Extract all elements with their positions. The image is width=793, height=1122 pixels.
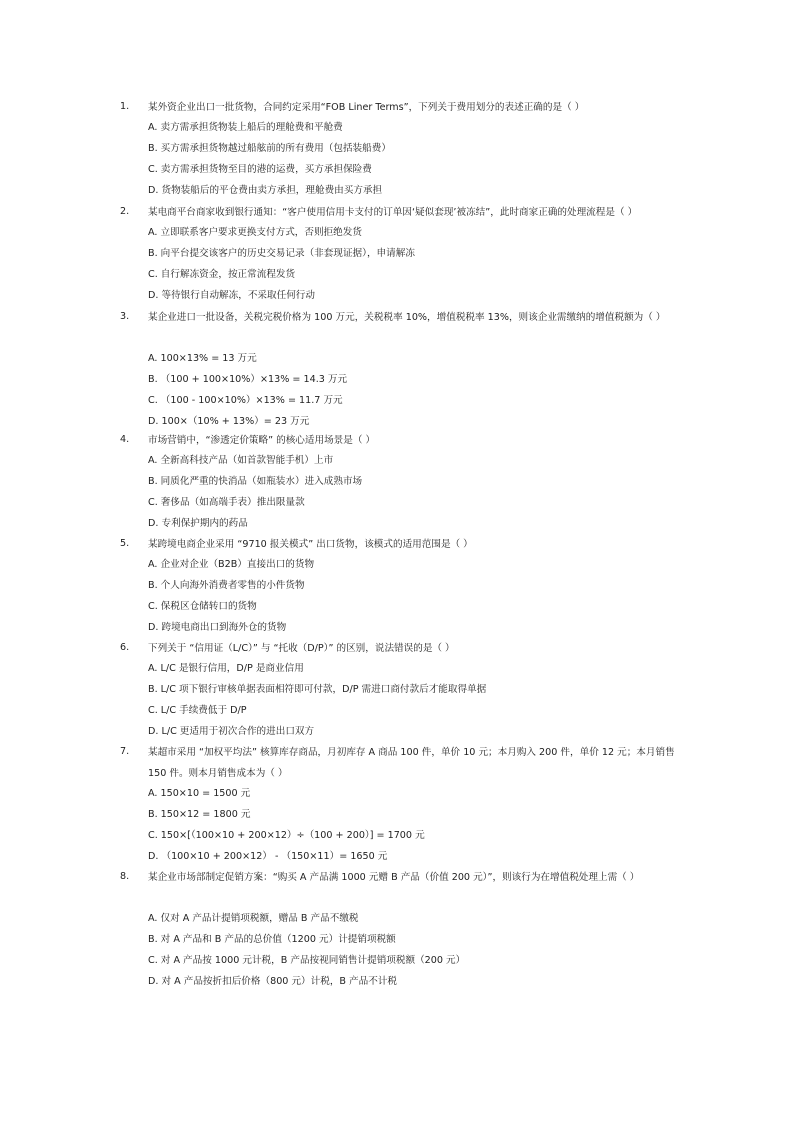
option-b: B. L/C 项下银行审核单据表面相符即可付款，D/P 需进口商付款后才能取得单据 <box>148 684 487 695</box>
option-b: B. 买方需承担货物越过船舷前的所有费用（包括装船费） <box>148 143 391 154</box>
option-d: D. （100×10 + 200×12） - （150×11）= 1650 元 <box>148 851 388 862</box>
question-number: 5. <box>120 538 130 549</box>
question-stem: 市场营销中，“渗透定价策略” 的核心适用场景是（ ） <box>148 435 376 446</box>
option-d: D. 货物装船后的平仓费由卖方承担，理舱费由买方承担 <box>148 185 383 196</box>
option-a: A. L/C 是银行信用，D/P 是商业信用 <box>148 663 304 674</box>
question-stem: 某超市采用 “加权平均法” 核算库存商品，月初库存 A 商品 100 件，单价 10 元；本月购入 200 件，单价 12 元；本月销售 150 件。则本月销售成本为（ ） <box>148 747 675 779</box>
option-c: C. 奢侈品（如高端手表）推出限量款 <box>148 497 305 508</box>
option-a: A. 卖方需承担货物装上船后的理舱费和平舱费 <box>148 122 343 133</box>
option-a: A. 仅对 A 产品计提销项税额，赠品 B 产品不缴税 <box>148 913 359 924</box>
option-d: D. L/C 更适用于初次合作的进出口双方 <box>148 726 315 737</box>
option-b: B. 个人向海外消费者零售的小件货物 <box>148 580 305 591</box>
question-number: 1. <box>120 101 130 112</box>
question-number: 4. <box>120 434 130 445</box>
option-d: D. 对 A 产品按折扣后价格（800 元）计税，B 产品不计税 <box>148 976 398 987</box>
question-number: 3. <box>120 311 130 322</box>
option-d: D. 100×（10% + 13%）= 23 万元 <box>148 416 310 427</box>
question-stem: 某外资企业出口一批货物，合同约定采用“FOB Liner Terms”，下列关于费用划分的表述正确的是（ ） <box>148 102 585 113</box>
option-a: A. 150×10 = 1500 元 <box>148 788 251 799</box>
question-stem: 某企业进口一批设备，关税完税价格为 100 万元，关税税率 10%，增值税税率 13%，则该企业需缴纳的增值税额为（ ） <box>148 312 666 323</box>
question-stem: 某跨境电商企业采用 “9710 报关模式” 出口货物，该模式的适用范围是（ ） <box>148 539 473 550</box>
option-c: C. （100 - 100×10%）×13% = 11.7 万元 <box>148 395 343 406</box>
option-c: C. 150×[（100×10 + 200×12）÷（100 + 200）] = 1700 元 <box>148 830 425 841</box>
option-c: C. 对 A 产品按 1000 元计税，B 产品按视同销售计提销项税额（200 元） <box>148 955 466 966</box>
question-stem: 某企业市场部制定促销方案：“购买 A 产品满 1000 元赠 B 产品（价值 200 元）”，则该行为在增值税处理上需（ ） <box>148 872 640 883</box>
option-d: D. 专利保护期内的药品 <box>148 518 248 529</box>
question-number: 8. <box>120 871 130 882</box>
question-number: 6. <box>120 642 130 653</box>
option-c: C. 卖方需承担货物至目的港的运费，买方承担保险费 <box>148 164 372 175</box>
option-c: C. 保税区仓储转口的货物 <box>148 601 257 612</box>
option-d: D. 等待银行自动解冻，不采取任何行动 <box>148 290 315 301</box>
option-b: B. （100 + 100×10%）×13% = 14.3 万元 <box>148 374 348 385</box>
option-a: A. 立即联系客户要求更换支付方式，否则拒绝发货 <box>148 227 362 238</box>
question-number: 2. <box>120 206 130 217</box>
option-b: B. 同质化严重的快消品（如瓶装水）进入成熟市场 <box>148 476 363 487</box>
option-c: C. 自行解冻资金，按正常流程发货 <box>148 269 296 280</box>
option-a: A. 全新高科技产品（如首款智能手机）上市 <box>148 455 334 466</box>
option-c: C. L/C 手续费低于 D/P <box>148 705 247 716</box>
option-b: B. 对 A 产品和 B 产品的总价值（1200 元）计提销项税额 <box>148 934 396 945</box>
question-number: 7. <box>120 746 130 757</box>
option-b: B. 150×12 = 1800 元 <box>148 809 251 820</box>
option-d: D. 跨境电商出口到海外仓的货物 <box>148 622 287 633</box>
option-a: A. 企业对企业（B2B）直接出口的货物 <box>148 559 315 570</box>
question-stem: 某电商平台商家收到银行通知：“客户使用信用卡支付的订单因‘疑似套现’被冻结”，此时商家正确的处理流程是（ ） <box>148 207 638 218</box>
option-b: B. 向平台提交该客户的历史交易记录（非套现证据），申请解冻 <box>148 248 415 259</box>
question-stem: 下列关于 “信用证（L/C）” 与 “托收（D/P）” 的区别，说法错误的是（ ） <box>148 643 455 654</box>
option-a: A. 100×13% = 13 万元 <box>148 353 257 364</box>
